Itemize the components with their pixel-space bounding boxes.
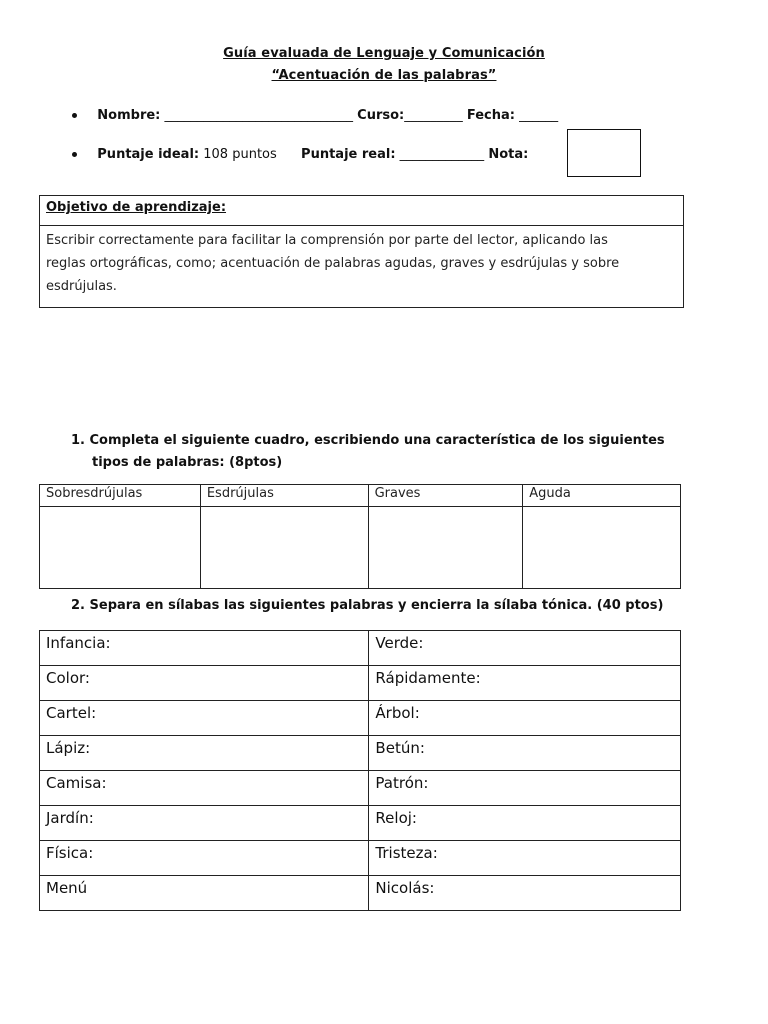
puntaje-real-field[interactable]: _____________ [399, 147, 485, 162]
objective-heading: Objetivo de aprendizaje: [40, 196, 683, 226]
fecha-label: Fecha: [466, 108, 515, 123]
word-cell[interactable]: Física: [40, 841, 369, 876]
answer-cell-esdrujulas[interactable] [200, 507, 368, 589]
word-cell[interactable]: Jardín: [40, 806, 369, 841]
column-header-esdrujulas: Esdrújulas [200, 485, 368, 507]
word-cell[interactable]: Cartel: [40, 701, 369, 736]
question-1-line-1: 1. Completa el siguiente cuadro, escribiendo una característica de los siguientes [71, 433, 665, 448]
objective-line-2: reglas ortográficas, como; acentuación de palabras agudas, graves y esdrújulas y sobre [46, 256, 620, 271]
objective-body [40, 226, 683, 301]
word-cell[interactable]: Menú [40, 876, 369, 911]
question-1-line-2: tipos de palabras: (8ptos) [92, 455, 283, 470]
answer-cell-aguda[interactable] [523, 507, 681, 589]
puntaje-ideal-value: 108 puntos [203, 147, 277, 162]
fecha-field[interactable]: ______ [519, 108, 559, 123]
nota-box[interactable] [567, 129, 641, 177]
student-info-line-2 [72, 147, 528, 162]
word-cell[interactable]: Tristeza: [369, 841, 681, 876]
word-types-table [39, 484, 681, 589]
word-cell[interactable]: Rápidamente: [369, 666, 681, 701]
objective-box [39, 195, 684, 308]
puntaje-real-label: Puntaje real: [301, 147, 396, 162]
nombre-field[interactable]: _____________________________ [164, 108, 354, 123]
title-line-2: “Acentuación de las palabras” [271, 68, 497, 83]
table-row [40, 771, 681, 806]
table-row [40, 806, 681, 841]
curso-field[interactable]: _________ [404, 108, 463, 123]
word-cell[interactable]: Nicolás: [369, 876, 681, 911]
column-header-aguda: Aguda [523, 485, 681, 507]
syllable-table [39, 630, 681, 911]
curso-label: Curso: [357, 108, 405, 123]
question-1 [71, 430, 665, 474]
column-header-sobresdrujulas: Sobresdrújulas [40, 485, 201, 507]
column-header-graves: Graves [368, 485, 523, 507]
table-row [40, 666, 681, 701]
objective-line-1: Escribir correctamente para facilitar la comprensión por parte del lector, aplicando las [46, 233, 608, 248]
bullet-icon [72, 113, 77, 118]
word-cell[interactable]: Patrón: [369, 771, 681, 806]
bullet-icon [72, 152, 77, 157]
word-cell[interactable]: Verde: [369, 631, 681, 666]
word-cell[interactable]: Camisa: [40, 771, 369, 806]
table-row [40, 631, 681, 666]
word-cell[interactable]: Reloj: [369, 806, 681, 841]
word-cell[interactable]: Infancia: [40, 631, 369, 666]
nota-label: Nota: [488, 147, 529, 162]
objective-line-3: esdrújulas. [46, 279, 117, 294]
word-cell[interactable]: Lápiz: [40, 736, 369, 771]
puntaje-ideal-label: Puntaje ideal: [97, 147, 200, 162]
student-info-line-1 [72, 108, 558, 123]
answer-cell-sobresdrujulas[interactable] [40, 507, 201, 589]
word-cell[interactable]: Color: [40, 666, 369, 701]
table-row [40, 736, 681, 771]
title-line-1: Guía evaluada de Lenguaje y Comunicación [223, 46, 545, 61]
nombre-label: Nombre: [97, 108, 161, 123]
word-cell[interactable]: Árbol: [369, 701, 681, 736]
answer-cell-graves[interactable] [368, 507, 523, 589]
table-row [40, 701, 681, 736]
table-row [40, 841, 681, 876]
question-2: 2. Separa en sílabas las siguientes palabras y encierra la sílaba tónica. (40 ptos) [71, 598, 664, 613]
table-row [40, 876, 681, 911]
word-cell[interactable]: Betún: [369, 736, 681, 771]
